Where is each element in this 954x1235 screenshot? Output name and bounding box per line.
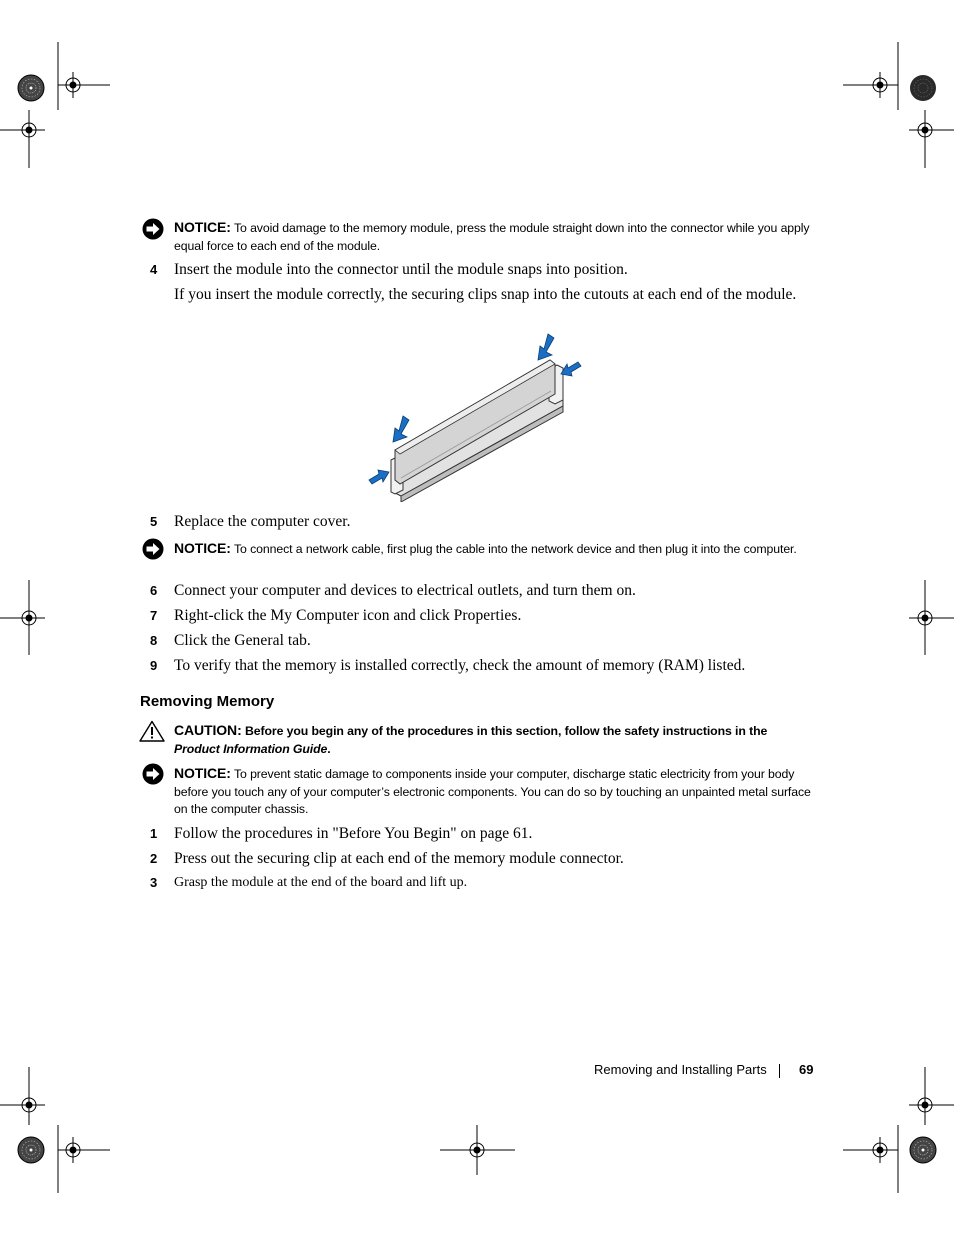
memory-module-illustration bbox=[365, 330, 595, 502]
page-number: 69 bbox=[799, 1062, 814, 1077]
notice-label: NOTICE: bbox=[174, 219, 231, 235]
step-number: 5 bbox=[150, 514, 158, 529]
step-text: Grasp the module at the end of the board and lift up. bbox=[174, 875, 468, 890]
step-number: 6 bbox=[150, 583, 158, 598]
step-6 bbox=[0, 581, 954, 603]
caution-body: Before you begin any of the procedures in this section, follow the safety instructions in the bbox=[244, 724, 768, 738]
notice-icon bbox=[142, 538, 164, 560]
section-heading: Removing Memory bbox=[140, 693, 275, 710]
general-term: General bbox=[234, 632, 285, 649]
step-text: Replace the computer cover. bbox=[174, 513, 351, 530]
notice-icon bbox=[142, 218, 164, 240]
notice-static-damage bbox=[174, 765, 814, 819]
caution-safety: CAUTION: Before you begin any of the procedures in this section, follow the safety instructions in the Product Information Guide. bbox=[174, 722, 768, 756]
notice-icon bbox=[142, 763, 164, 785]
step-number: 1 bbox=[150, 826, 158, 841]
step-7 bbox=[0, 606, 954, 628]
step-number: 7 bbox=[150, 608, 158, 623]
notice-label: NOTICE: bbox=[174, 765, 231, 781]
step-number: 8 bbox=[150, 633, 158, 648]
step-number: 9 bbox=[150, 658, 158, 673]
step-text: Press out the securing clip at each end of the memory module connector. bbox=[174, 850, 624, 867]
step-text: Follow the procedures in "Before You Begin" on page 61. bbox=[174, 825, 533, 842]
removing-step-2 bbox=[0, 849, 954, 871]
step-number: 2 bbox=[150, 851, 158, 866]
notice-body: To connect a network cable, first plug the cable into the network device and then plug it into the computer. bbox=[233, 542, 797, 556]
starburst-mark bbox=[18, 75, 44, 101]
footer-section-title: Removing and Installing Parts bbox=[594, 1062, 767, 1077]
step-text: Right-click the My Computer icon and click Properties. bbox=[174, 607, 522, 624]
removing-step-3 bbox=[0, 873, 954, 895]
caution-icon bbox=[139, 720, 165, 742]
notice-memory-damage bbox=[174, 219, 814, 255]
step-5 bbox=[0, 512, 954, 534]
step-4-followup: If you insert the module correctly, the securing clips snap into the cutouts at each end of the module. bbox=[174, 286, 797, 303]
step-text: To verify that the memory is installed correctly, check the amount of memory (RAM) listed. bbox=[174, 657, 746, 674]
step-number: 4 bbox=[150, 262, 158, 277]
removing-step-1 bbox=[0, 824, 954, 846]
step-number: 3 bbox=[150, 875, 158, 890]
step-text: Connect your computer and devices to electrical outlets, and turn them on. bbox=[174, 582, 636, 599]
step-8 bbox=[0, 631, 954, 653]
step-4 bbox=[0, 260, 954, 282]
step-text: Insert the module into the connector until the module snaps into position. bbox=[174, 261, 628, 278]
product-information-guide: Product Information Guide bbox=[174, 741, 328, 756]
my-computer-term: My Computer bbox=[270, 607, 359, 624]
notice-body: To avoid damage to the memory module, press the module straight down into the connector while you apply equal force to each end of the module. bbox=[174, 221, 810, 253]
notice-body: To prevent static damage to components inside your computer, discharge static electricity from your body before you touch any of your computer’s electronic components. You can do so by touching an unpainted metal surface on the computer chassis. bbox=[174, 767, 811, 816]
step-text: Click the General tab. bbox=[174, 632, 311, 649]
footer-divider bbox=[779, 1064, 780, 1078]
step-9 bbox=[0, 656, 954, 678]
notice-network-cable bbox=[174, 540, 814, 559]
properties-term: Properties bbox=[453, 607, 518, 624]
notice-label: NOTICE: bbox=[174, 540, 231, 556]
caution-label: CAUTION: bbox=[174, 722, 242, 738]
